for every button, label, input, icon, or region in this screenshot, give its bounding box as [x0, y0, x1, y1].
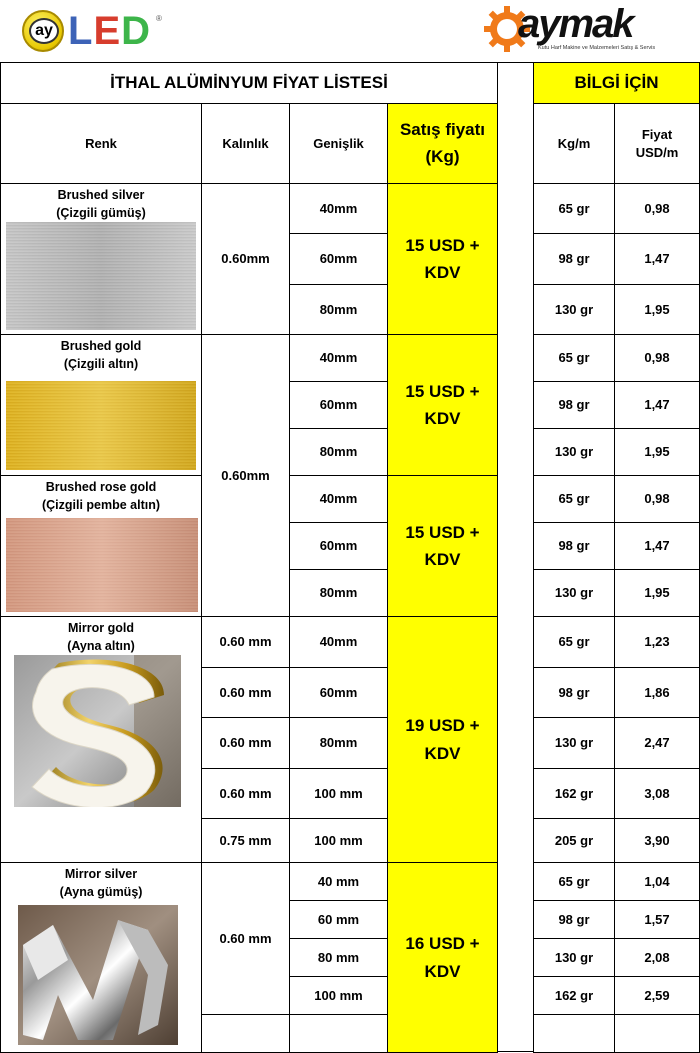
registered-mark: ®	[156, 14, 162, 23]
color-name-tr: (Çizgili altın)	[63, 357, 139, 372]
price-line1: 15 USD +	[405, 522, 480, 542]
row-usd: 0,98	[614, 334, 700, 382]
row-kgm: 65 gr	[533, 616, 615, 668]
row-kgm: 65 gr	[533, 475, 615, 523]
price-line1: 16 USD +	[405, 934, 480, 954]
row-width: 60mm	[289, 233, 388, 285]
row-width: 100 mm	[289, 976, 388, 1015]
color-name: Brushed rose gold	[45, 480, 157, 494]
price-list-title: İTHAL ALÜMİNYUM FİYAT LİSTESİ	[0, 62, 498, 104]
led-letter-d: D	[121, 9, 152, 53]
row-usd: 2,08	[614, 938, 700, 977]
ay-badge-text: ay	[29, 18, 59, 44]
row-usd: 3,90	[614, 818, 700, 863]
row-width: 60mm	[289, 522, 388, 570]
row-kgm: 98 gr	[533, 667, 615, 718]
row-width: 40 mm	[289, 862, 388, 901]
row-usd: 1,95	[614, 428, 700, 476]
row-kgm: 162 gr	[533, 768, 615, 819]
header-kalinlik: Kalınlık	[201, 103, 290, 184]
row-kgm: 98 gr	[533, 233, 615, 285]
brushed-gold-swatch	[6, 381, 196, 470]
row-usd: 2,59	[614, 976, 700, 1015]
header-genislik: Genişlik	[289, 103, 388, 184]
row-usd: 0,98	[614, 475, 700, 523]
row-kgm: 98 gr	[533, 522, 615, 570]
row-width: 60mm	[289, 667, 388, 718]
gap-column	[497, 62, 534, 1052]
row-width: 40mm	[289, 334, 388, 382]
row-usd: 1,47	[614, 522, 700, 570]
color-name-tr: (Ayna altın)	[67, 639, 135, 654]
header-fiyat-line1: Fiyat	[641, 126, 673, 142]
color-name-tr: (Çizgili pembe altın)	[41, 498, 161, 513]
row-usd: 1,86	[614, 667, 700, 718]
color-name-tr: (Ayna gümüş)	[59, 885, 143, 900]
price-line1: 19 USD +	[405, 716, 480, 736]
color-name: Mirror silver	[64, 867, 138, 881]
color-name-tr: (Çizgili gümüş)	[56, 206, 146, 221]
row-usd: 0,98	[614, 183, 700, 234]
price-mirror-silver	[387, 862, 498, 1053]
row-width: 40mm	[289, 183, 388, 234]
price-line1: 15 USD +	[405, 235, 480, 255]
color-name: Mirror gold	[68, 621, 134, 635]
ay-badge-icon	[22, 10, 64, 52]
row-width: 100 mm	[289, 818, 388, 863]
row-kgm: 65 gr	[533, 862, 615, 901]
aymak-logo	[482, 2, 692, 58]
price-brushed-gold	[387, 334, 498, 476]
price-brushed-silver	[387, 183, 498, 335]
row-usd: 1,47	[614, 233, 700, 285]
aymak-subtitle: Kutu Harf Makine ve Malzemeleri Satış & Servis	[538, 45, 656, 51]
row-thickness: 0.60 mm	[201, 616, 290, 668]
row-width: 80 mm	[289, 938, 388, 977]
header-fiyat-line2: USD/m	[635, 144, 679, 160]
row-usd: 2,47	[614, 717, 700, 769]
brushed-rose-gold-swatch	[6, 518, 198, 612]
info-title: BİLGİ İÇİN	[533, 62, 700, 104]
row-usd: 1,57	[614, 900, 700, 939]
row-usd: 1,95	[614, 569, 700, 617]
price-line1: 15 USD +	[405, 381, 480, 401]
row-width: 80mm	[289, 428, 388, 476]
row-usd: 3,08	[614, 768, 700, 819]
row-width: 40mm	[289, 475, 388, 523]
row-usd: 1,95	[614, 284, 700, 335]
led-letter-e: E	[93, 9, 122, 53]
row-kgm: 130 gr	[533, 938, 615, 977]
row-usd: 1,47	[614, 381, 700, 429]
row-kgm: 65 gr	[533, 183, 615, 234]
row-kgm: 98 gr	[533, 381, 615, 429]
price-mirror-gold	[387, 616, 498, 863]
price-line2: KDV	[424, 743, 461, 763]
led-wordmark	[68, 8, 151, 54]
row-kgm: 130 gr	[533, 428, 615, 476]
price-line2: KDV	[424, 263, 461, 282]
header-renk: Renk	[0, 103, 202, 184]
mirror-silver-letter-image	[18, 905, 178, 1045]
price-line2: KDV	[424, 550, 461, 569]
thickness-cell: 0.60mm	[201, 334, 290, 617]
header-fiyat-usd	[614, 103, 700, 184]
row-width: 80mm	[289, 569, 388, 617]
color-name: Brushed silver	[57, 188, 145, 202]
row-thickness: 0.60 mm	[201, 667, 290, 718]
row-usd: 1,23	[614, 616, 700, 668]
row-width: 100 mm	[289, 768, 388, 819]
row-kgm: 130 gr	[533, 284, 615, 335]
row-kgm: 162 gr	[533, 976, 615, 1015]
row-kgm: 130 gr	[533, 717, 615, 769]
row-width: 40mm	[289, 616, 388, 668]
brushed-silver-swatch	[6, 222, 196, 330]
row-kgm: 205 gr	[533, 818, 615, 863]
price-line2: KDV	[424, 961, 461, 981]
thickness-cell: 0.60 mm	[201, 862, 290, 1015]
empty-cell	[289, 1014, 388, 1053]
led-letter-l: L	[68, 9, 94, 53]
header-satis-line2: (Kg)	[425, 146, 460, 166]
row-width: 80mm	[289, 284, 388, 335]
thickness-cell: 0.60mm	[201, 183, 290, 335]
row-width: 80mm	[289, 717, 388, 769]
row-kgm: 130 gr	[533, 569, 615, 617]
color-name: Brushed gold	[60, 339, 142, 353]
row-usd: 1,04	[614, 862, 700, 901]
row-thickness: 0.60 mm	[201, 768, 290, 819]
row-width: 60mm	[289, 381, 388, 429]
mirror-gold-letter-image	[14, 655, 181, 807]
row-kgm: 98 gr	[533, 900, 615, 939]
row-thickness: 0.75 mm	[201, 818, 290, 863]
price-brushed-rose-gold	[387, 475, 498, 617]
price-line2: KDV	[424, 409, 461, 428]
aymak-wordmark: aymak	[518, 2, 633, 46]
empty-cell	[533, 1014, 615, 1053]
row-kgm: 65 gr	[533, 334, 615, 382]
row-width: 60 mm	[289, 900, 388, 939]
empty-cell	[201, 1014, 290, 1053]
row-thickness: 0.60 mm	[201, 717, 290, 769]
header-satis-fiyati	[387, 103, 498, 184]
empty-cell	[614, 1014, 700, 1053]
ay-led-logo	[20, 6, 162, 56]
header-kgm: Kg/m	[533, 103, 615, 184]
header-satis-line1: Satış fiyatı	[399, 120, 486, 140]
